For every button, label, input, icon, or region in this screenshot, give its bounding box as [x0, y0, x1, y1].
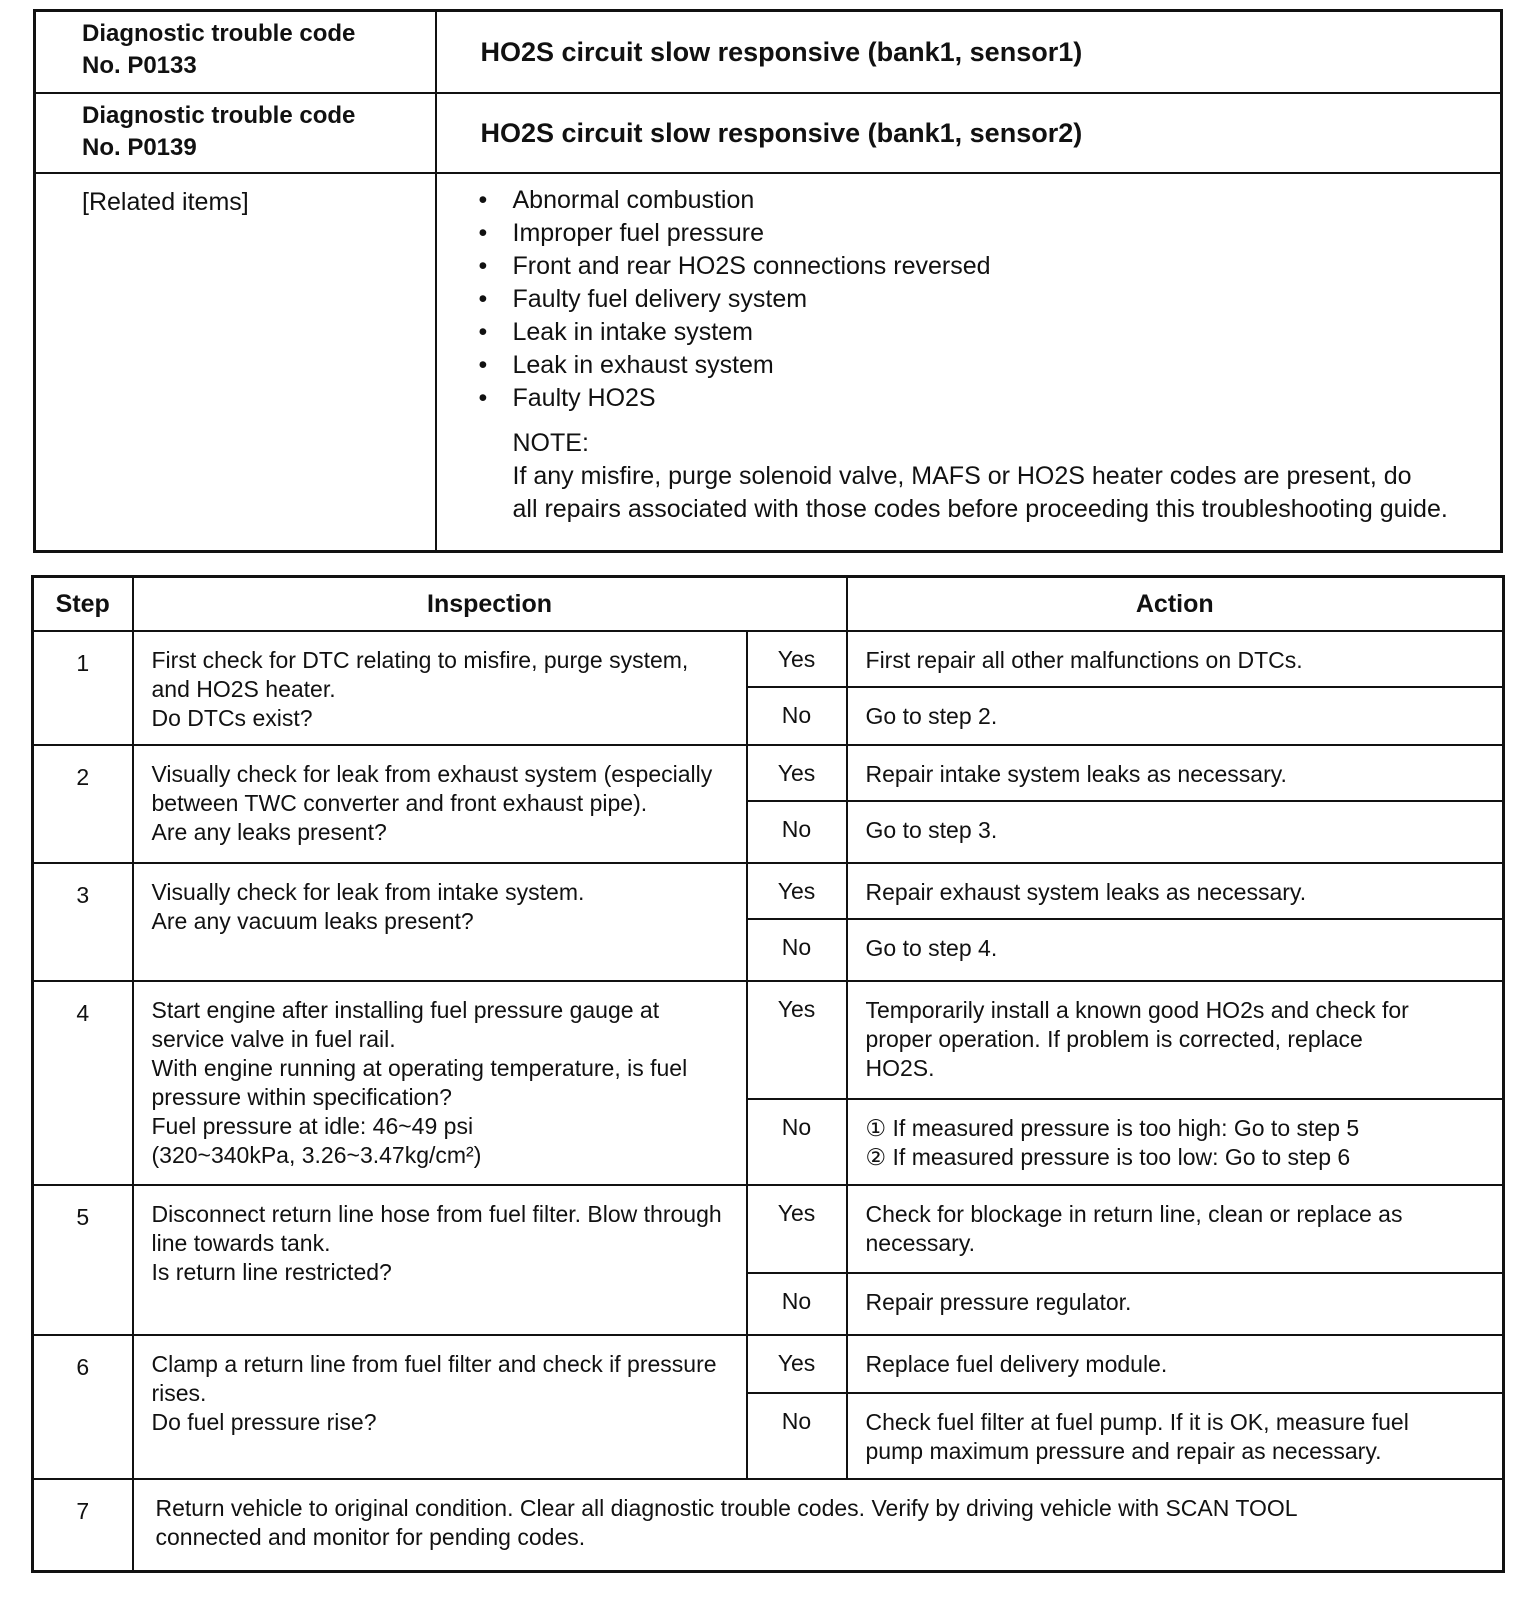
- note-title: NOTE:: [512, 429, 589, 457]
- text-line: Repair exhaust system leaks as necessary.: [865, 879, 1307, 905]
- text-line: Are any leaks present?: [151, 819, 387, 845]
- dtc-row-p0139: [35, 93, 1502, 173]
- table-row-final: [33, 1479, 1504, 1571]
- text-line: Return vehicle to original condition. Clear all diagnostic trouble codes. Verify by driving vehicle with SCAN TOOL: [155, 1495, 1298, 1521]
- text-line: Check for blockage in return line, clean or replace as: [865, 1201, 1403, 1227]
- dtc-title: HO2S circuit slow responsive (bank1, sensor1): [436, 11, 1502, 94]
- no-label: No: [747, 1393, 847, 1479]
- yes-action-cell: [847, 1185, 1504, 1273]
- text-line: Visually check for leak from intake system.: [151, 879, 585, 905]
- related-items-list: [479, 184, 1481, 415]
- note-text: all repairs associated with those codes before proceeding this troubleshooting guide.: [512, 495, 1448, 523]
- note-block: [513, 427, 1481, 526]
- step-number: 1: [33, 631, 133, 745]
- table-row: [33, 1185, 1504, 1273]
- yes-label: Yes: [747, 631, 847, 687]
- table-row: [33, 631, 1504, 687]
- text-line: Do DTCs exist?: [151, 705, 313, 731]
- text-line: line towards tank.: [151, 1230, 331, 1256]
- dtc-label-line: Diagnostic trouble code: [82, 102, 356, 129]
- table-row: [33, 981, 1504, 1099]
- dtc-label-line: Diagnostic trouble code: [82, 20, 356, 47]
- text-line: Do fuel pressure rise?: [151, 1409, 377, 1435]
- text-line: With engine running at operating temperature, is fuel: [151, 1055, 688, 1081]
- step-number: 2: [33, 745, 133, 863]
- related-item: • Leak in intake system: [479, 316, 1481, 349]
- yes-action-cell: [847, 745, 1504, 801]
- text-line: Is return line restricted?: [151, 1259, 392, 1285]
- related-item: • Leak in exhaust system: [479, 349, 1481, 382]
- no-action-cell: [847, 687, 1504, 745]
- table-row: [33, 1335, 1504, 1393]
- yes-action-cell: [847, 631, 1504, 687]
- dtc-info-table: [33, 9, 1503, 553]
- table-row: [33, 745, 1504, 801]
- text-line: Start engine after installing fuel pressure gauge at: [151, 997, 660, 1023]
- step-number: 7: [33, 1479, 133, 1571]
- related-items-label: [Related items]: [35, 173, 436, 552]
- inspection-cell: [133, 631, 747, 745]
- text-line: ② If measured pressure is too low: Go to step 6: [865, 1144, 1351, 1170]
- text-line: Clamp a return line from fuel filter and check if pressure: [151, 1351, 717, 1377]
- text-line: proper operation. If problem is corrected, replace: [865, 1026, 1363, 1052]
- step-table-body: [33, 631, 1504, 1571]
- text-line: Replace fuel delivery module.: [865, 1351, 1168, 1377]
- related-items-row: [35, 173, 1502, 552]
- related-item: • Abnormal combustion: [479, 184, 1481, 217]
- step-number: 5: [33, 1185, 133, 1335]
- dtc-label-cell: [35, 93, 436, 173]
- text-line: Go to step 2.: [865, 703, 998, 729]
- yes-label: Yes: [747, 1335, 847, 1393]
- no-action-cell: [847, 919, 1504, 981]
- dtc-title: HO2S circuit slow responsive (bank1, sensor2): [436, 93, 1502, 173]
- text-line: Disconnect return line hose from fuel filter. Blow through: [151, 1201, 722, 1227]
- no-label: No: [747, 919, 847, 981]
- step-number: 4: [33, 981, 133, 1185]
- no-action-cell: [847, 1099, 1504, 1185]
- dtc-code: No. P0133: [82, 52, 197, 79]
- no-action-cell: [847, 1393, 1504, 1479]
- text-line: between TWC converter and front exhaust pipe).: [151, 790, 648, 816]
- text-line: Repair pressure regulator.: [865, 1289, 1132, 1315]
- yes-label: Yes: [747, 1185, 847, 1273]
- inspection-cell: [133, 863, 747, 981]
- text-line: Repair intake system leaks as necessary.: [865, 761, 1287, 787]
- text-line: Visually check for leak from exhaust system (especially: [151, 761, 713, 787]
- text-line: Fuel pressure at idle: 46~49 psi: [151, 1113, 474, 1139]
- table-header-row: [33, 577, 1504, 632]
- yes-action-cell: [847, 863, 1504, 919]
- no-label: No: [747, 801, 847, 863]
- troubleshooting-table: [31, 575, 1505, 1573]
- text-line: connected and monitor for pending codes.: [155, 1524, 586, 1550]
- step-number: 3: [33, 863, 133, 981]
- text-line: Temporarily install a known good HO2s and check for: [865, 997, 1409, 1023]
- text-line: and HO2S heater.: [151, 676, 336, 702]
- related-item: • Improper fuel pressure: [479, 217, 1481, 250]
- related-item: • Faulty fuel delivery system: [479, 283, 1481, 316]
- no-label: No: [747, 1099, 847, 1185]
- text-line: pressure within specification?: [151, 1084, 452, 1110]
- no-action-cell: [847, 1273, 1504, 1335]
- text-line: (320~340kPa, 3.26~3.47kg/cm²): [151, 1142, 482, 1168]
- dtc-code: No. P0139: [82, 134, 197, 161]
- text-line: First repair all other malfunctions on DTCs.: [865, 647, 1303, 673]
- table-row: [33, 863, 1504, 919]
- inspection-cell: [133, 981, 747, 1185]
- yes-label: Yes: [747, 981, 847, 1099]
- text-line: Check fuel filter at fuel pump. If it is OK, measure fuel: [865, 1409, 1409, 1435]
- text-line: First check for DTC relating to misfire, purge system,: [151, 647, 689, 673]
- no-label: No: [747, 687, 847, 745]
- text-line: necessary.: [865, 1230, 976, 1256]
- yes-action-cell: [847, 1335, 1504, 1393]
- inspection-cell: [133, 1335, 747, 1479]
- related-item: • Front and rear HO2S connections reversed: [479, 250, 1481, 283]
- related-item: • Faulty HO2S: [479, 382, 1481, 415]
- yes-label: Yes: [747, 863, 847, 919]
- step-number: 6: [33, 1335, 133, 1479]
- dtc-row-p0133: [35, 11, 1502, 94]
- inspection-cell: [133, 1185, 747, 1335]
- text-line: rises.: [151, 1380, 207, 1406]
- text-line: service valve in fuel rail.: [151, 1026, 396, 1052]
- action-header: Action: [847, 577, 1504, 632]
- no-label: No: [747, 1273, 847, 1335]
- no-action-cell: [847, 801, 1504, 863]
- note-text: If any misfire, purge solenoid valve, MAFS or HO2S heater codes are present, do: [512, 462, 1412, 490]
- yes-action-cell: [847, 981, 1504, 1099]
- text-line: Go to step 3.: [865, 817, 998, 843]
- text-line: HO2S.: [865, 1055, 935, 1081]
- inspection-cell: [133, 745, 747, 863]
- text-line: pump maximum pressure and repair as necessary.: [865, 1438, 1382, 1464]
- text-line: Go to step 4.: [865, 935, 998, 961]
- inspection-header: Inspection: [133, 577, 847, 632]
- step-header: Step: [33, 577, 133, 632]
- dtc-label-cell: [35, 11, 436, 94]
- related-items-body: [436, 173, 1502, 552]
- yes-label: Yes: [747, 745, 847, 801]
- text-line: Are any vacuum leaks present?: [151, 908, 474, 934]
- final-step-text: [133, 1479, 1504, 1571]
- text-line: ① If measured pressure is too high: Go to step 5: [865, 1115, 1360, 1141]
